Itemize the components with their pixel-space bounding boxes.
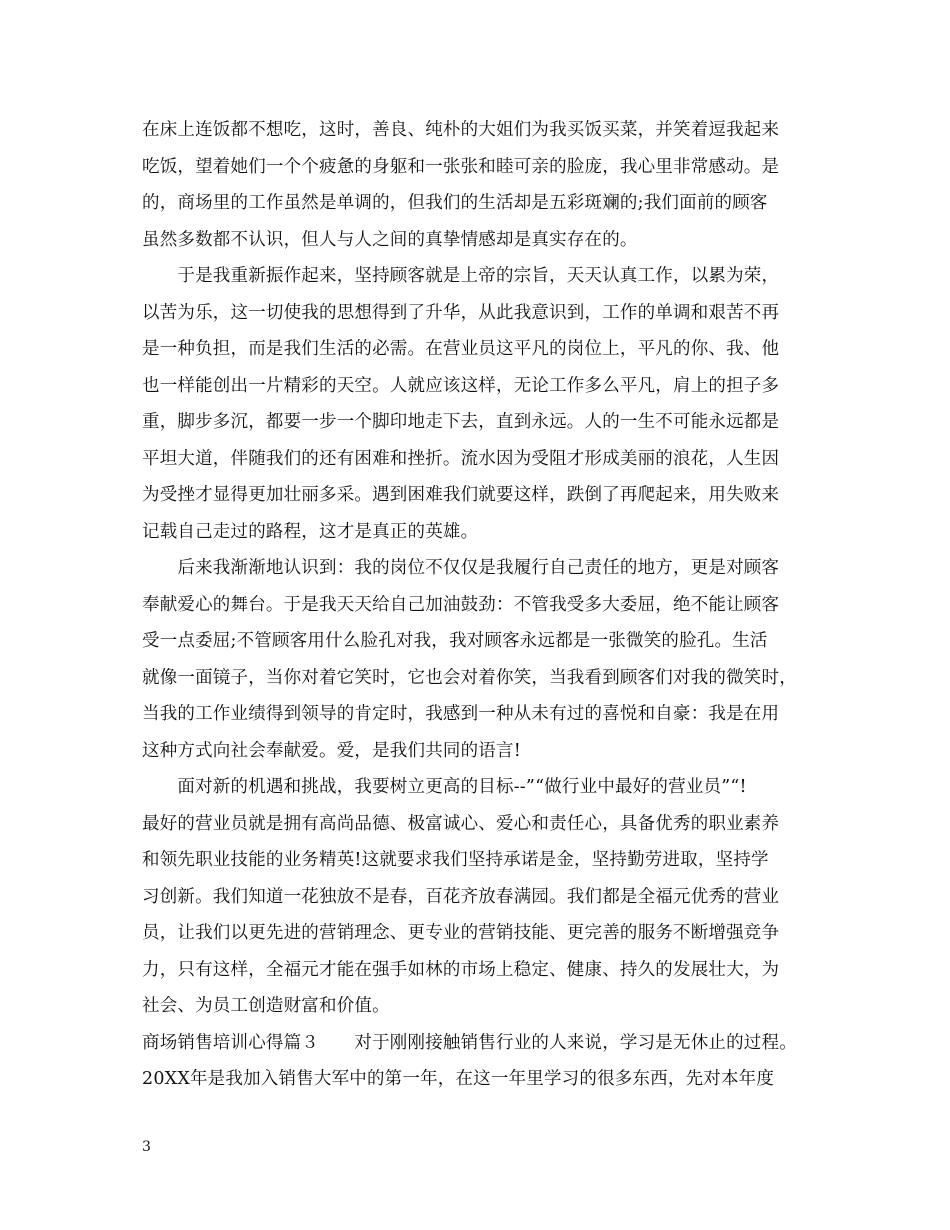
text-line: 习创新。我们知道一花独放不是春，百花齐放春满园。我们都是全福元优秀的营业 [142,886,780,907]
page-number: 3 [142,1139,151,1155]
text-line: 面对新的机遇和挑战，我要树立更高的目标--”“做行业中最好的营业员”“! [142,777,747,797]
text-line: 是一种负担，而是我们生活的必需。在营业员这平凡的岗位上，平凡的你、我、他 [142,339,780,359]
text-line: 最好的营业员就是拥有高尚品德、极富诚心、爱心和责任心，具备优秀的职业素养 [142,813,780,834]
text-line: 受一点委屈;不管顾客用什么脸孔对我，我对顾客永远都是一张微笑的脸孔。生活 [142,631,768,651]
text-line: 20XX年是我加入销售大军中的第一年，在这一年里学习的很多东西，先对本年度 [142,1069,775,1089]
text-line: 员，让我们以更先进的营销理念、更专业的营销技能、更完善的服务不断增强竞争 [142,923,780,943]
text-line: 也一样能创出一片精彩的天空。人就应该这样，无论工作多么平凡，肩上的担子多 [142,375,780,396]
text-line: 于是我重新振作起来，坚持顾客就是上帝的宗旨，天天认真工作，以累为荣， [142,266,780,286]
text-line: 以苦为乐，这一切使我的思想得到了升华，从此我意识到，工作的单调和艰苦不再 [142,302,780,323]
text-line: 当我的工作业绩得到领导的肯定时，我感到一种从未有过的喜悦和自豪：我是在用 [142,704,780,724]
text-line: 重，脚步多沉，都要一步一个脚印地走下去，直到永远。人的一生不可能永远都是 [142,412,780,432]
text-line: 的，商场里的工作虽然是单调的，但我们的生活却是五彩斑斓的;我们面前的顾客 [142,193,768,213]
text-line: 后来我渐渐地认识到：我的岗位不仅仅是我履行自己责任的地方，更是对顾客 [142,558,780,578]
text-line: 力，只有这样，全福元才能在强手如林的市场上稳定、健康、持久的发展壮大，为 [142,959,780,980]
text-line: 在床上连饭都不想吃，这时，善良、纯朴的大姐们为我买饭买菜，并笑着逗我起来 [142,120,780,140]
body-text [142,112,832,1098]
text-line: 奉献爱心的舞台。于是我天天给自己加油鼓劲：不管我受多大委屈，绝不能让顾客 [142,594,780,615]
text-line: 就像一面镜子，当你对着它笑时，它也会对着你笑，当我看到顾客们对我的微笑时， [142,667,797,688]
text-line: 平坦大道，伴随我们的还有困难和挫折。流水因为受阻才形成美丽的浪花，人生因 [142,448,780,469]
section-heading-line: 商场销售培训心得篇３ 对于刚刚接触销售行业的人来说，学习是无休止的过程。 [142,1032,797,1053]
text-line: 记载自己走过的路程，这才是真正的英雄。 [142,521,479,542]
text-line: 为受挫才显得更加壮丽多采。遇到困难我们就要这样，跌倒了再爬起来，用失败来 [142,485,780,505]
text-line: 和领先职业技能的业务精英!这就要求我们坚持承诺是金，坚持勤劳进取，坚持学 [142,850,769,870]
text-line: 社会、为员工创造财富和价值。 [142,996,390,1016]
text-line: 虽然多数都不认识，但人与人之间的真挚情感却是真实存在的。 [142,229,638,250]
text-line: 吃饭，望着她们一个个疲惫的身躯和一张张和睦可亲的脸庞，我心里非常感动。是 [142,156,780,177]
text-line: 这种方式向社会奉献爱。爱，是我们共同的语言! [142,740,521,761]
